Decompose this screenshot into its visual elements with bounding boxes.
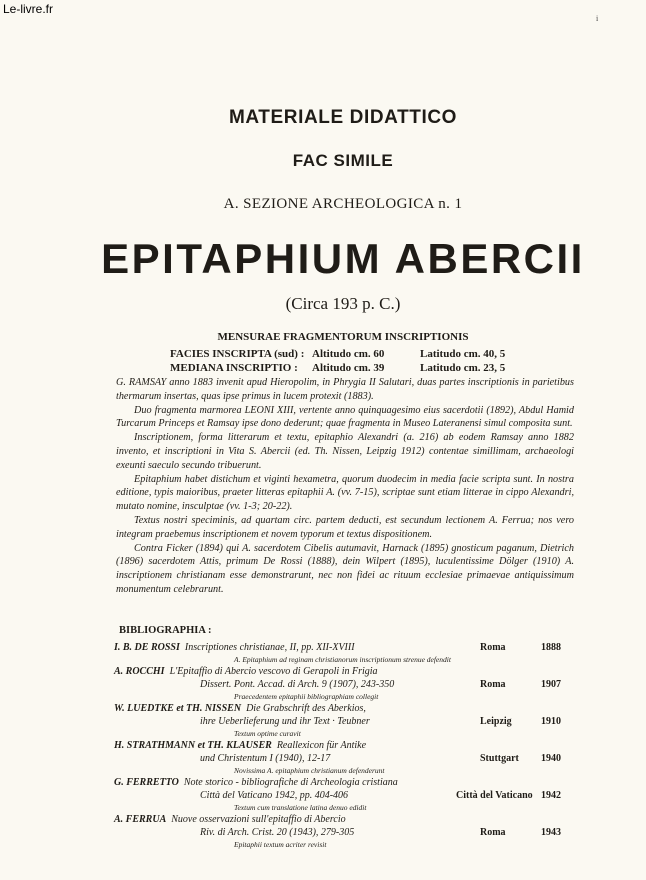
bib-year: 1888 [541, 642, 561, 653]
bib-city: Roma [480, 679, 506, 690]
date-line: (Circa 193 p. C.) [285, 294, 401, 313]
bib-city: Leipzig [480, 716, 512, 727]
bib-year: 1907 [541, 679, 561, 690]
bib-title: Die Grabschrift des Aberkios, [246, 703, 366, 714]
paragraph: G. RAMSAY anno 1883 invenit apud Hieropolim, in Phrygia II Salutari, duas partes inscriptionis in parietibus thermarum insertas, quas ipse primus in lucem protexit (1883). [116, 377, 574, 402]
bibliography-entry [114, 777, 582, 813]
measure-height: Altitudo cm. 60 [312, 348, 385, 360]
measures-heading: MENSURAE FRAGMENTORUM INSCRIPTIONIS [217, 331, 469, 343]
bib-title: Reallexicon für Antike [276, 740, 367, 751]
bib-city: Stuttgart [480, 753, 519, 764]
paragraph: Duo fragmenta marmorea LEONI XIII, vertente anno quinquagesimo eius sacerdotii (1892), Abdul Hamid Turcarum Princeps et Ramsay ipse dono dederunt; quae fragmenta in Museo Lateranensi simul composita sunt. [116, 404, 574, 430]
body-text [116, 376, 574, 597]
bib-title-cont: Città del Vaticano 1942, pp. 404-406 [200, 790, 349, 801]
bib-title: Inscriptiones christianae, II, pp. XII-XVIII [184, 642, 355, 653]
bib-author: I. B. DE ROSSI [114, 642, 180, 653]
bib-title-cont: und Christentum I (1940), 12-17 [200, 753, 331, 764]
bib-title: Note storico - bibliografiche di Archeologia cristiana [183, 777, 398, 788]
bib-year: 1940 [541, 753, 561, 764]
bibliography-entry [114, 703, 582, 739]
bib-note: Novissima A. epitaphium christianum defenderunt [234, 766, 385, 775]
bib-city: Roma [480, 827, 506, 838]
watermark: Le-livre.fr [3, 2, 54, 16]
paragraph: Inscriptionem, forma litterarum et textu, epitaphio Alexandri (a. 216) ab eodem Ramsay anno 1882 invento, et inscriptioni in Vita S. Abercii (ed. Th. Nissen, Leipzig 1912) contentae simillimam, archaeologi exeunti saeculo secundo tribuerunt. [116, 432, 574, 471]
bibliography-entry [114, 740, 582, 776]
bib-author: A. ROCCHI [114, 666, 165, 677]
bib-author: A. FERRUA [114, 814, 167, 825]
bib-title-cont: Dissert. Pont. Accad. di Arch. 9 (1907), 243-350 [200, 679, 395, 690]
header-line-2: FAC SIMILE [292, 151, 394, 170]
paragraph: Contra Ficker (1894) qui A. sacerdotem Cibelis autumavit, Harnack (1895) gnosticum paganum, Dietrich (1896) sacerdotem Attis, primum De Rossi (1888), dein Wilpert (1895), luculentissime Dölger (1910) A. inscriptionem christianam esse demonstrarunt, nec non fidei ac rituum ecclesiae primaevae antiquissimum monumentum celebrarunt. [116, 542, 574, 595]
header-line-3: A. SEZIONE ARCHEOLOGICA n. 1 [223, 196, 463, 212]
bib-year: 1943 [541, 827, 561, 838]
bib-city: Roma [480, 642, 506, 653]
bib-note: A. Epitaphium ad reginam christianorum inscriptionum strenue defendit [234, 655, 451, 664]
measure-label: FACIES INSCRIPTA (sud) : [170, 348, 305, 360]
measure-label: MEDIANA INSCRIPTIO : [170, 362, 298, 374]
bib-note: Praecedentem epitaphii bibliographiam collegit [234, 692, 379, 701]
bib-year: 1910 [541, 716, 561, 727]
bibliography-entry [114, 642, 582, 665]
paragraph: Textus nostri speciminis, ad quartam circ. partem deducti, est secundum lectionem A. Ferrua; nos vero integram praebemus inscriptionem et novem typorum et textus dispositionem. [116, 514, 574, 540]
measure-width: Latitudo cm. 23, 5 [420, 362, 506, 374]
measure-width: Latitudo cm. 40, 5 [420, 348, 506, 360]
bib-title: Nuove osservazioni sull'epitaffio di Abercio [171, 814, 346, 825]
bib-author: G. FERRETTO [114, 777, 179, 788]
bibliography-heading: BIBLIOGRAPHIA : [119, 625, 212, 636]
bib-note: Textum optime curavit [234, 729, 301, 738]
bib-title: L'Epitaffio di Abercio vescovo di Gerapoli in Frigia [169, 666, 378, 677]
page-mark: i [596, 14, 599, 23]
bibliography-entry [114, 666, 582, 702]
bibliography-entry [114, 814, 582, 850]
bib-author: W. LUEDTKE et TH. NISSEN [114, 703, 242, 714]
paragraph: Epitaphium habet distichum et viginti hexametra, quorum duodecim in media facie scripta sunt. In nostra editione, typis maioribus, praeter litteras epitaphii A. (vv. 7-15), scriptae sunt etiam litterae in cippo Alexandri, mutato nomine, insculptae (vv. 1-3; 20-22). [116, 473, 574, 513]
bib-note: Textum cum translatione latina denuo edidit [234, 803, 367, 812]
bib-note: Epitaphii textum acriter revisit [234, 840, 327, 849]
bib-city: Città del Vaticano [456, 790, 533, 801]
page-title: EPITAPHIUM ABERCII [101, 235, 585, 282]
measure-height: Altitudo cm. 39 [312, 362, 385, 374]
header-line-1: MATERIALE DIDATTICO [228, 107, 458, 128]
bib-year: 1942 [541, 790, 561, 801]
bib-author: H. STRATHMANN et TH. KLAUSER [114, 740, 272, 751]
bib-title-cont: ihre Ueberlieferung und ihr Text · Teubner [200, 716, 370, 727]
bib-title-cont: Riv. di Arch. Crist. 20 (1943), 279-305 [200, 827, 355, 838]
